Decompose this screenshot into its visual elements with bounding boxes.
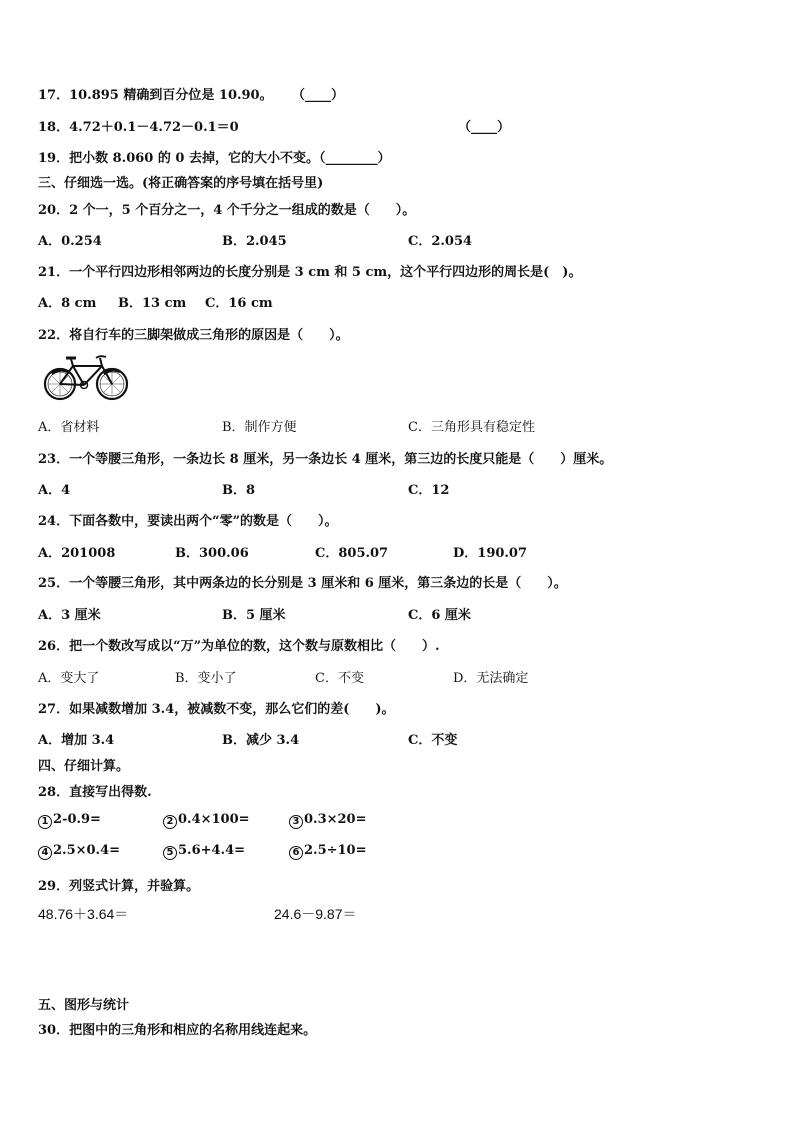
question-26-stem: 26．把一个数改写成以“万”为单位的数，这个数与原数相比（ ）.: [38, 639, 440, 654]
calc-item-2: [163, 812, 250, 829]
question-27-option-c[interactable]: C．不变: [408, 733, 458, 748]
question-24-stem: 24．下面各数中，要读出两个“零”的数是（ ）。: [38, 514, 338, 529]
question-21-option-b[interactable]: B．13 cm: [118, 296, 187, 311]
calc-item-1: [38, 812, 101, 829]
question-18-text: 18．4.72＋0.1－4.72－0.1＝0: [38, 120, 239, 135]
calc-item-3: [289, 812, 367, 829]
calc-expression-5: 5.6+4.4=: [178, 843, 246, 858]
question-23-stem: 23．一个等腰三角形，一条边长 8 厘米，另一条边长 4 厘米，第三边的长度只能是（ ）厘米。: [38, 452, 613, 467]
calc-expression-4: 2.5×0.4=: [53, 843, 121, 858]
question-17: [38, 84, 273, 103]
calc-expression-3: 0.3×20=: [304, 812, 367, 827]
question-27-option-b[interactable]: B．减少 3.4: [222, 733, 300, 748]
calc-item-6: [289, 843, 367, 860]
question-26-option-d[interactable]: D．无法确定: [453, 671, 529, 686]
circled-number-3: 3: [289, 815, 303, 829]
question-26-option-a[interactable]: A．变大了: [38, 671, 100, 686]
question-20-option-c[interactable]: C．2.054: [408, 234, 473, 249]
calc-item-5: [163, 843, 245, 860]
calc-expression-1: 2-0.9=: [53, 812, 101, 827]
question-19-text: 19．把小数 8.060 的 0 去掉，它的大小不变。（________）: [38, 151, 391, 166]
calc-expression-2: 0.4×100=: [178, 812, 250, 827]
vertical-calc-2: 24.6－9.87＝: [274, 906, 357, 922]
question-20-option-b[interactable]: B．2.045: [222, 234, 287, 249]
question-23-option-c[interactable]: C．12: [408, 483, 450, 498]
calc-item-4: [38, 843, 120, 860]
section-4-heading: 四、仔细计算。: [38, 759, 130, 774]
question-29-stem: 29．列竖式计算，并验算。: [38, 879, 200, 894]
question-17-text: 17．10.895 精确到百分位是 10.90。: [38, 88, 273, 103]
circled-number-5: 5: [163, 846, 177, 860]
calc-expression-6: 2.5÷10=: [304, 843, 367, 858]
question-21-option-c[interactable]: C．16 cm: [205, 296, 273, 311]
question-22-option-b[interactable]: B．制作方便: [222, 420, 297, 435]
question-24-option-c[interactable]: C．805.07: [315, 546, 389, 561]
question-24-option-a[interactable]: A．201008: [38, 546, 116, 561]
question-25-option-b[interactable]: B．5 厘米: [222, 608, 286, 623]
question-22-option-c[interactable]: C．三角形具有稳定性: [408, 420, 535, 435]
question-20-stem: 20．2 个一，5 个百分之一，4 个千分之一组成的数是（ ）。: [38, 203, 416, 218]
section-3-heading: 三、仔细选一选。(将正确答案的序号填在括号里): [38, 176, 324, 191]
circled-number-4: 4: [38, 846, 52, 860]
question-27-stem: 27．如果减数增加 3.4，被减数不变，那么它们的差( )。: [38, 702, 395, 717]
question-28-stem: 28．直接写出得数.: [38, 785, 152, 800]
question-20-option-a[interactable]: A．0.254: [38, 234, 102, 249]
question-22-option-a[interactable]: A．省材料: [38, 420, 100, 435]
question-24-option-d[interactable]: D．190.07: [453, 546, 528, 561]
bicycle-icon: [40, 352, 132, 402]
question-25-option-c[interactable]: C．6 厘米: [408, 608, 471, 623]
question-26-option-b[interactable]: B．变小了: [175, 671, 237, 686]
question-25-option-a[interactable]: A．3 厘米: [38, 608, 101, 623]
question-21-stem: 21．一个平行四边形相邻两边的长度分别是 3 cm 和 5 cm，这个平行四边形的周长是( )。: [38, 265, 582, 280]
question-22-stem: 22．将自行车的三脚架做成三角形的原因是（ ）。: [38, 328, 349, 343]
vertical-calc-1: 48.76＋3.64＝: [38, 906, 129, 922]
question-21-option-a[interactable]: A．8 cm: [38, 296, 97, 311]
question-17-answer-blank[interactable]: （____）: [292, 88, 345, 103]
circled-number-2: 2: [163, 815, 177, 829]
question-23-option-b[interactable]: B．8: [222, 483, 256, 498]
section-5-heading: 五、图形与统计: [38, 998, 130, 1013]
circled-number-1: 1: [38, 815, 52, 829]
circled-number-6: 6: [289, 846, 303, 860]
question-25-stem: 25．一个等腰三角形，其中两条边的长分别是 3 厘米和 6 厘米，第三条边的长是（ ）。: [38, 576, 567, 591]
question-27-option-a[interactable]: A．增加 3.4: [38, 733, 115, 748]
question-23-option-a[interactable]: A．4: [38, 483, 71, 498]
question-30-stem: 30．把图中的三角形和相应的名称用线连起来。: [38, 1023, 317, 1038]
question-18-answer-blank[interactable]: （____）: [458, 120, 511, 135]
question-26-option-c[interactable]: C．不变: [315, 671, 364, 686]
question-24-option-b[interactable]: B．300.06: [175, 546, 249, 561]
